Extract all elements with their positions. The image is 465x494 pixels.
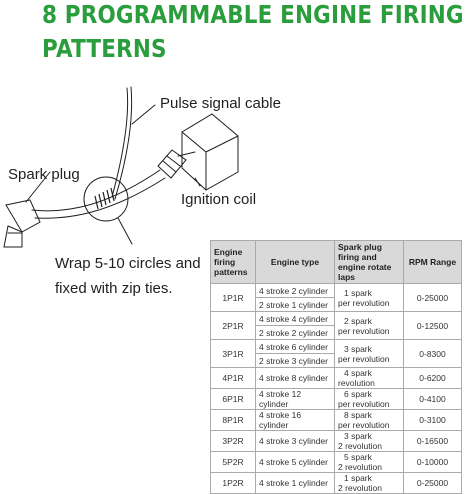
laps-line1: 6 spark	[344, 389, 372, 399]
firing-pattern-code: 3P2R	[211, 431, 256, 452]
engine-type-cell: 4 stroke 8 cylinder	[256, 368, 335, 389]
firing-pattern-code: 4P1R	[211, 368, 256, 389]
laps-line2: per revolution	[338, 399, 390, 409]
rotate-laps-cell	[335, 340, 404, 368]
rotate-laps-cell	[335, 473, 404, 494]
laps-line1: 3 spark	[344, 343, 372, 354]
laps-line1: 3 spark	[344, 431, 372, 441]
laps-line2: per revolution	[338, 353, 390, 364]
rotate-laps-cell	[335, 431, 404, 452]
firing-pattern-code: 8P1R	[211, 410, 256, 431]
laps-line1: 1 spark	[344, 287, 372, 298]
rotate-laps-cell	[335, 410, 404, 431]
table-row	[211, 389, 462, 410]
wrap-instruction	[55, 251, 201, 301]
laps-line2: 2 revolution	[338, 462, 382, 472]
laps-line2: revolution	[338, 378, 375, 388]
laps-line1: 8 spark	[344, 410, 372, 420]
rpm-range-cell: 0-4100	[404, 389, 462, 410]
rpm-range-cell: 0-25000	[404, 473, 462, 494]
ignition-coil-body	[182, 114, 238, 190]
firing-pattern-code: 6P1R	[211, 389, 256, 410]
rpm-range-cell: 0-8300	[404, 340, 462, 368]
table-row	[211, 452, 462, 473]
laps-line1: 4 spark	[344, 368, 372, 378]
wrap-instruction-line1: Wrap 5-10 circles and	[55, 255, 201, 272]
firing-pattern-code: 5P2R	[211, 452, 256, 473]
laps-line1: 5 spark	[344, 452, 372, 462]
rotate-laps-cell	[335, 312, 404, 340]
page-title: 8 PROGRAMMABLE ENGINE FIRING	[42, 0, 464, 29]
engine-type-cell: 4 stroke 16 cylinder	[256, 410, 335, 431]
engine-type-cell: 4 stroke 3 cylinder	[256, 431, 335, 452]
firing-pattern-code: 1P1R	[211, 284, 256, 312]
engine-type-cell: 4 stroke 12 cylinder	[256, 389, 335, 410]
laps-line2: per revolution	[338, 420, 390, 430]
table-row	[211, 431, 462, 452]
table-row	[211, 284, 462, 298]
table-row	[211, 340, 462, 354]
engine-type-cell: 4 stroke 1 cylinder	[256, 473, 335, 494]
rpm-range-cell: 0-10000	[404, 452, 462, 473]
rpm-range-cell: 0-25000	[404, 284, 462, 312]
header-firing-pattern: Engine firing patterns	[211, 241, 256, 284]
rotate-laps-cell	[335, 452, 404, 473]
engine-type-cell: 2 stroke 1 cylinder	[256, 298, 335, 312]
ignition-coil-label: Ignition coil	[181, 191, 257, 208]
spark-plug-label: Spark plug	[8, 166, 80, 183]
header-rpm-range: RPM Range	[404, 241, 462, 284]
header-rotate-laps: Spark plug firing and engine rotate laps	[335, 241, 404, 284]
laps-line2: 2 revolution	[338, 441, 382, 451]
engine-type-cell: 4 stroke 4 cylinder	[256, 312, 335, 326]
rotate-laps-cell	[335, 284, 404, 312]
firing-pattern-code: 2P1R	[211, 312, 256, 340]
header-engine-type: Engine type	[256, 241, 335, 284]
table-row	[211, 312, 462, 326]
laps-line1: 2 spark	[344, 315, 372, 326]
laps-line2: per revolution	[338, 325, 390, 336]
pulse-cable-label: Pulse signal cable	[160, 95, 281, 112]
table-row	[211, 473, 462, 494]
engine-type-cell: 4 stroke 2 cylinder	[256, 284, 335, 298]
page-title-continued: PATTERNS	[42, 34, 167, 63]
engine-type-cell: 4 stroke 6 cylinder	[256, 340, 335, 354]
engine-type-cell: 4 stroke 5 cylinder	[256, 452, 335, 473]
firing-pattern-code: 3P1R	[211, 340, 256, 368]
firing-pattern-code: 1P2R	[211, 473, 256, 494]
table-row	[211, 410, 462, 431]
laps-line2: 2 revolution	[338, 483, 382, 493]
table-header-row	[211, 241, 462, 284]
laps-line2: per revolution	[338, 297, 390, 308]
laps-line1: 1 spark	[344, 473, 372, 483]
rpm-range-cell: 0-12500	[404, 312, 462, 340]
table-row	[211, 368, 462, 389]
rpm-range-cell: 0-6200	[404, 368, 462, 389]
engine-type-cell: 2 stroke 3 cylinder	[256, 354, 335, 368]
firing-pattern-table	[210, 240, 462, 494]
wrap-instruction-line2: fixed with zip ties.	[55, 280, 173, 297]
rpm-range-cell: 0-16500	[404, 431, 462, 452]
rpm-range-cell: 0-3100	[404, 410, 462, 431]
rotate-laps-cell	[335, 368, 404, 389]
engine-type-cell: 2 stroke 2 cylinder	[256, 326, 335, 340]
rotate-laps-cell	[335, 389, 404, 410]
